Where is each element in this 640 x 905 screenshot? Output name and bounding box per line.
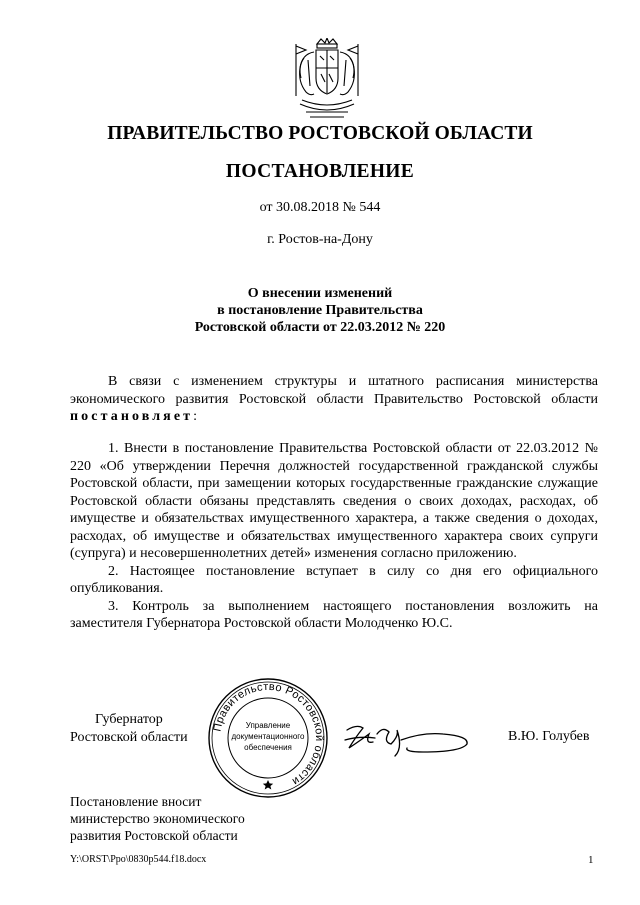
submitter-line: Постановление вносит [70,794,202,809]
preamble-text: В связи с изменением структуры и штатного расписания министерства экономического развития Ростовской области Правительство Ростовской области [70,374,598,407]
title-line: в постановление Правительства [217,303,423,318]
stamp-ring-text: Правительство Ростовской области [211,680,326,788]
submitter-line: министерство экономического [70,811,245,826]
signatory-title-line: Ростовской области [70,730,188,745]
stamp-center-line: документационного [231,732,305,741]
document-type: ПОСТАНОВЛЕНИЕ [225,161,415,182]
stamp-center-line: Управление [245,721,291,730]
preamble-end: : [193,409,198,424]
clauses-list [70,440,598,633]
handwritten-signature [343,722,473,760]
title-line: О внесении изменений [247,286,393,301]
submitter-line: развития Ростовской области [70,828,238,843]
signatory-name: В.Ю. Голубев [508,729,590,744]
coat-of-arms-emblem [292,38,362,120]
document-city: г. Ростов-на-Дону [267,232,373,247]
star-icon [263,780,273,790]
page-number: 1 [588,854,594,866]
document-title [0,285,640,336]
submitter-block [70,793,245,844]
file-path: Y:\ORST\Ppo\0830p544.f18.docx [70,854,207,865]
organization-name: ПРАВИТЕЛЬСТВО РОСТОВСКОЙ ОБЛАСТИ [107,123,533,144]
preamble-paragraph [70,373,598,426]
clause-item: 3. Контроль за выполнением настоящего постановления возложить на заместителя Губернатора Ростовской области Молодченко Ю.С. [70,598,598,631]
stamp-center-line: обеспечения [244,743,292,752]
clause-item: 2. Настоящее постановление вступает в силу со дня его официального опубликования. [70,563,598,596]
clause-item: 1. Внести в постановление Правительства Ростовской области от 22.03.2012 № 220 «Об утверждении Перечня должностей государственной гражданской службы Ростовской области, при замещении которых государственные гражданские служащие Ростовской области обязаны представлять сведения о своих доходах, расходах, об имуществе и обязательствах имущественного характера, а также сведения о доходах, расходах, об имуществе и обязательствах имущественного характера своих супруги (супруга) и несовершеннолетних детей» изменения согласно приложению. [70,441,598,561]
signatory-title [70,711,188,747]
resolves-word: постановляет [70,409,194,424]
title-line: Ростовской области от 22.03.2012 № 220 [194,320,446,335]
signatory-title-line: Губернатор [95,712,163,727]
document-date-number: от 30.08.2018 № 544 [259,200,381,215]
official-stamp [206,676,330,800]
